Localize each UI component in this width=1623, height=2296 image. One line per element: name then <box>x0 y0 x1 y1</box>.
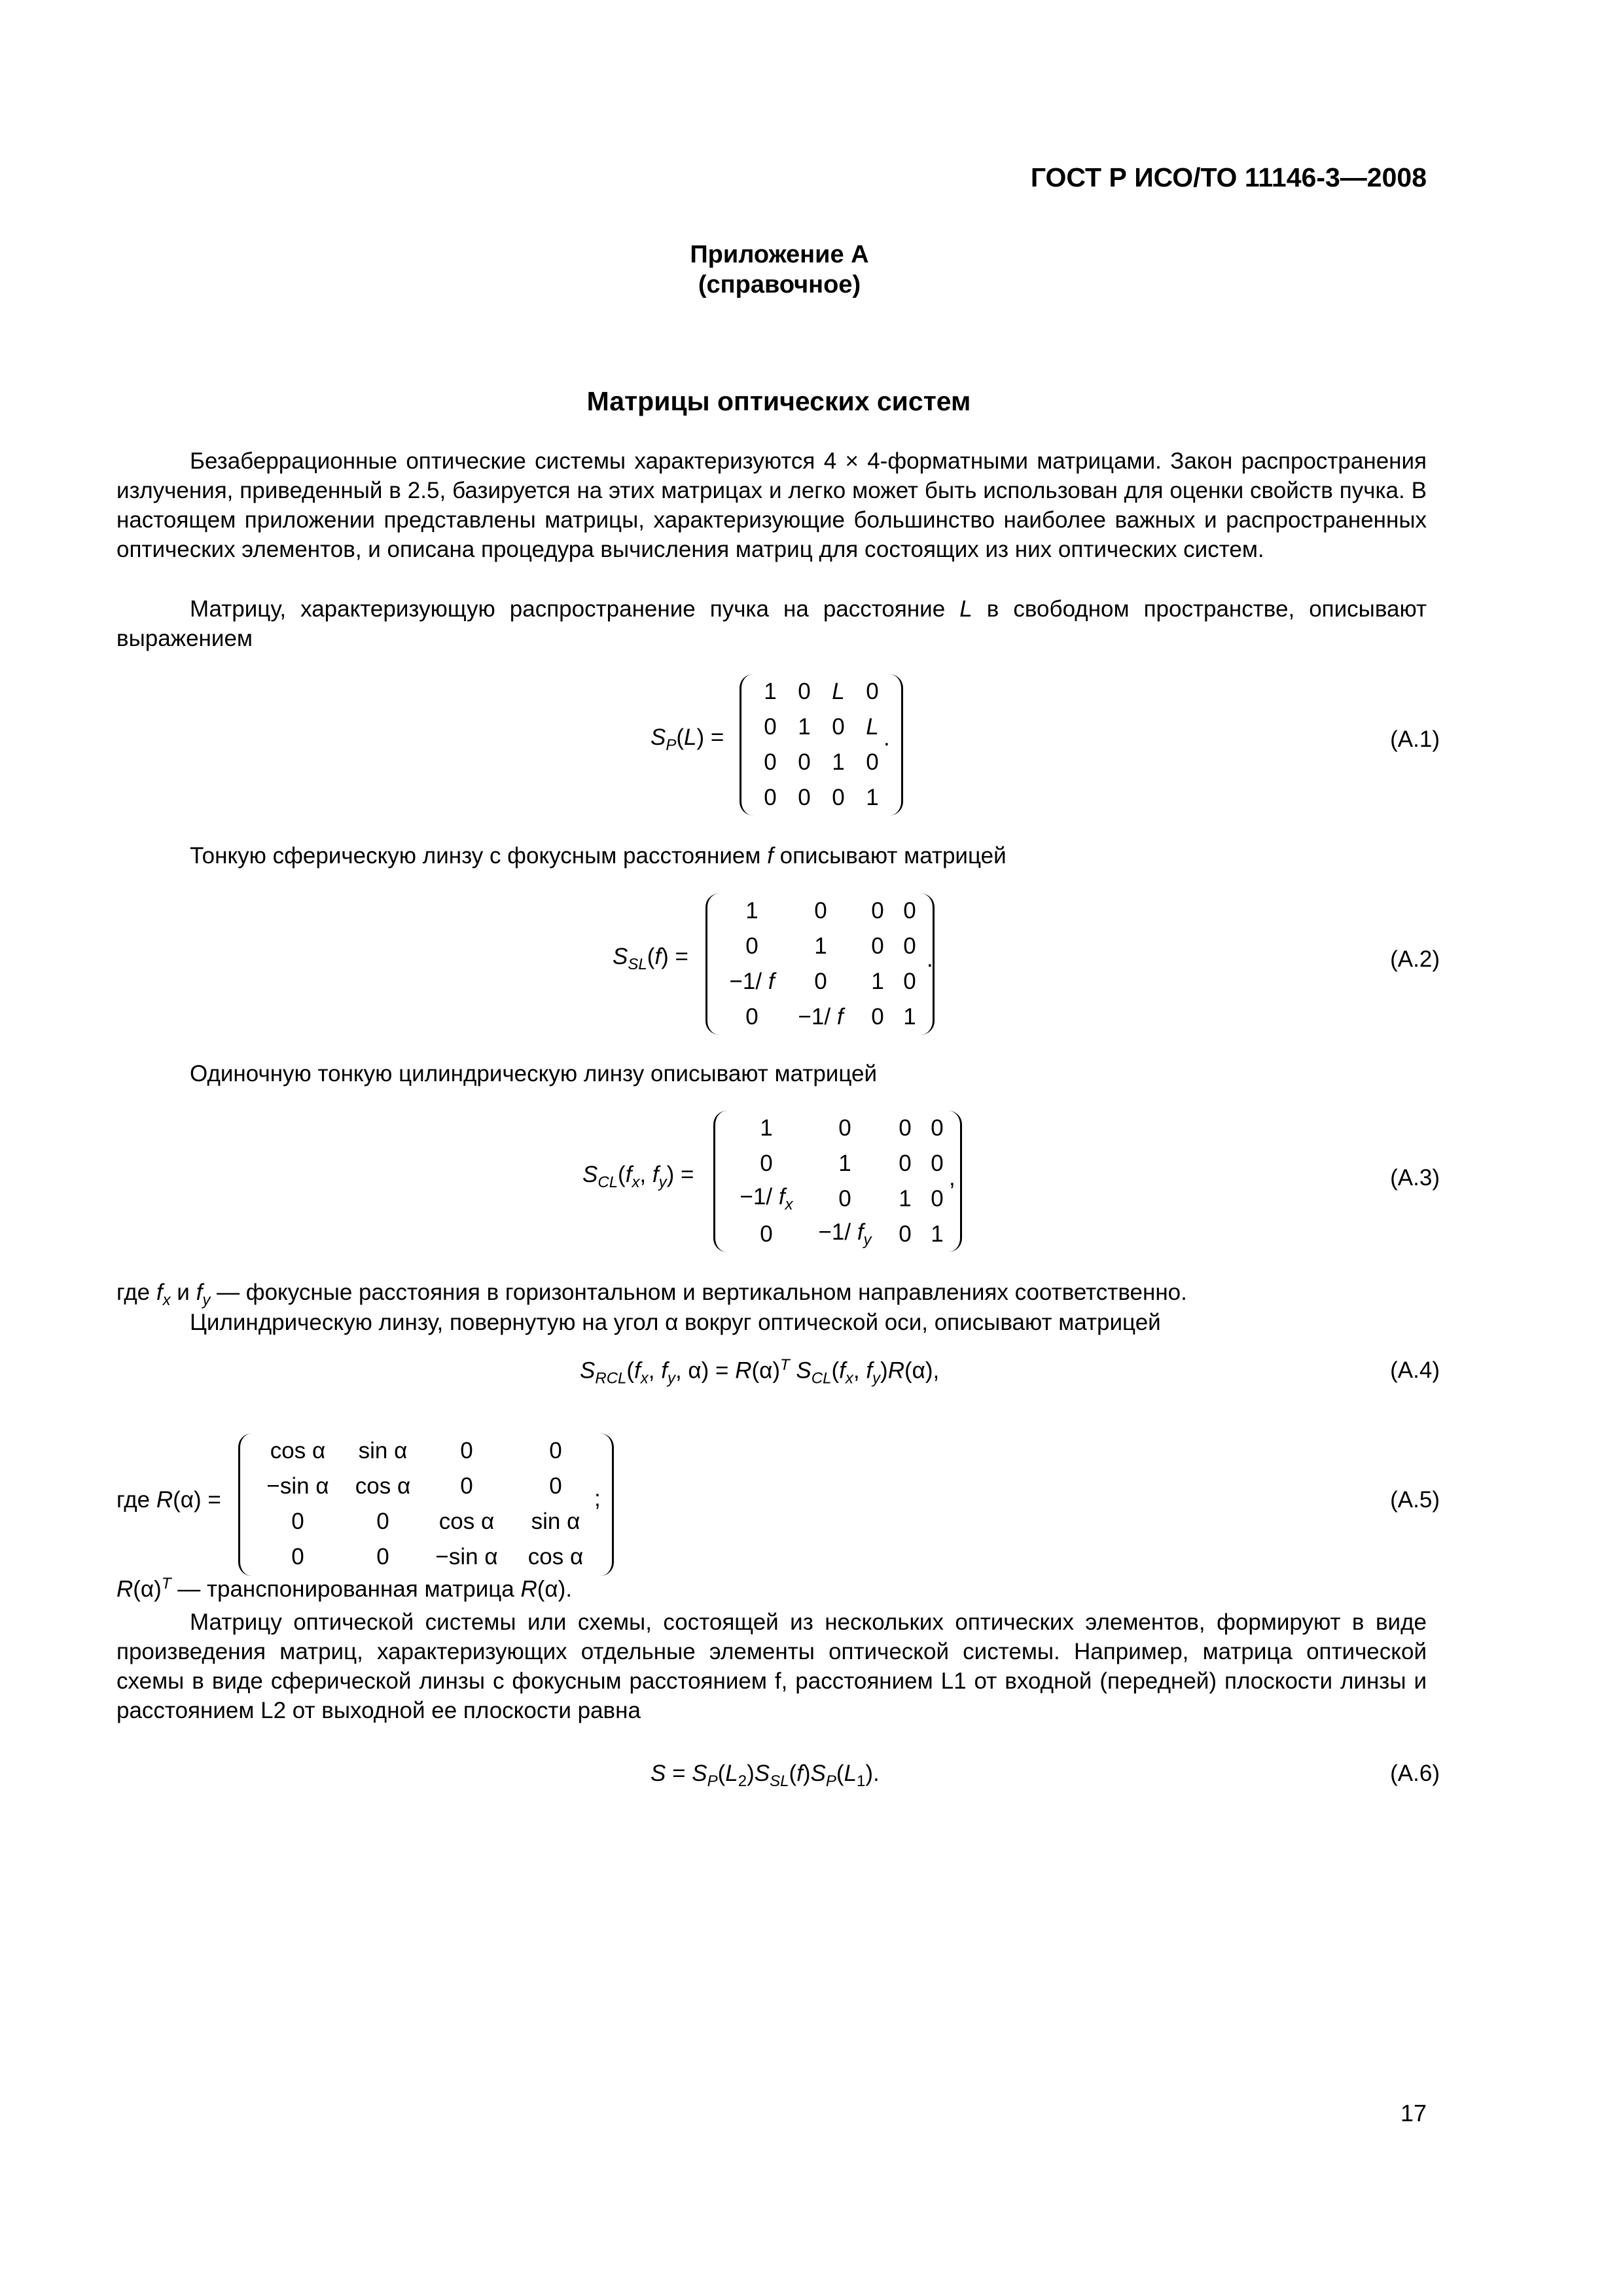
matrix-cell: 0 <box>291 1509 304 1534</box>
matrix-cell: 0 <box>798 749 811 775</box>
matrix-cell: 0 <box>899 1221 912 1247</box>
matrix-cell: 0 <box>760 1151 773 1176</box>
matrix-cell: cos α <box>355 1473 411 1499</box>
equation-a4: $S_{RCL}(f_x$, $f_y$, $\alpha) = R(\alpha)^T$ $S_{CL}(f_x$, $f_y)R(\alpha)$, <box>580 1356 940 1388</box>
matrix-cell: 0 <box>871 1004 884 1030</box>
variable-l: L <box>959 596 972 622</box>
matrix-cell: 0 <box>760 1221 773 1247</box>
paragraph-cylindrical-lens: Одиночную тонкую цилиндрическую линзу описывают матрицей <box>190 1061 877 1086</box>
matrix-cell: 0 <box>291 1544 304 1570</box>
paragraph-rotated-lens: Цилиндрическую линзу, повернутую на угол α вокруг оптической оси, описывают матрицей <box>190 1310 1161 1335</box>
matrix-cell: 0 <box>549 1438 562 1463</box>
matrix-cell: cos α <box>527 1544 584 1570</box>
matrix-a2 <box>705 893 935 1035</box>
matrix-cell: 0 <box>903 969 916 994</box>
matrix-cell: −1/ f <box>798 1004 844 1030</box>
paragraph-spherical-lens <box>116 841 1427 870</box>
equation-a3-comma: , <box>949 1165 955 1191</box>
equation-a5-lhs: где R(α) = <box>116 1487 221 1513</box>
equation-a1-number: (A.1) <box>1390 726 1440 752</box>
paragraph-text: где <box>116 1487 151 1513</box>
equation-a2-lhs: $S_{SL}(f)$ = <box>613 944 688 973</box>
matrix-cell: 0 <box>798 679 811 704</box>
page-number: 17 <box>1400 2100 1427 2126</box>
paragraph-text: — транспонированная матрица <box>177 1576 514 1602</box>
paragraph-text: где <box>116 1280 151 1305</box>
matrix-cell: 0 <box>376 1544 389 1570</box>
matrix-a3 <box>713 1111 962 1252</box>
paragraph-focal-definitions: где $f_x$ и $f_y$ — фокусные расстояния в горизонтальном и вертикальном направлениях соответственно. <box>116 1280 1187 1309</box>
matrix-cell: 0 <box>376 1509 389 1534</box>
paragraph-text: в свободном пространстве, описывают выражением <box>116 596 1427 651</box>
paragraph-text: Матрицу, характеризующую распространение пучка на расстояние <box>190 596 946 622</box>
matrix-cell: 0 <box>460 1438 473 1463</box>
paragraph-text: и <box>177 1280 190 1305</box>
matrix-cell: 0 <box>931 1186 944 1211</box>
matrix-cell: 1 <box>764 679 777 704</box>
matrix-cell: cos α <box>438 1509 495 1534</box>
matrix-cell: 0 <box>903 898 916 924</box>
paragraph-system-matrix: Матрицу оптической системы или схемы, состоящей из нескольких оптических элементов, формируют в виде произведения матриц, характеризующих отдельные элементы оптической системы. Например, матрица оптической схемы в виде сферической линзы с фокусным расстоянием f, расстоянием L1 от входной (передней) плоскости линзы и расстоянием L2 от выходной ее плоскости равна <box>116 1609 1427 1723</box>
equation-a5-semicolon: ; <box>594 1486 601 1511</box>
matrix-cell: cos α <box>270 1438 326 1463</box>
matrix-cell: sin α <box>531 1509 580 1534</box>
matrix-cell: 0 <box>814 969 827 994</box>
matrix-cell: 0 <box>838 1186 851 1211</box>
matrix-cell: 0 <box>903 933 916 959</box>
matrix-cell: 0 <box>931 1151 944 1176</box>
equation-a6-number: (A.6) <box>1390 1761 1440 1786</box>
matrix-a1 <box>740 674 903 816</box>
matrix-cell: 1 <box>838 1151 851 1176</box>
matrix-cell: 1 <box>798 714 811 740</box>
matrix-cell: 0 <box>899 1115 912 1141</box>
matrix-cell: 1 <box>832 749 845 775</box>
matrix-cell: 0 <box>871 898 884 924</box>
standard-header: ГОСТ Р ИСО/ТО 11146-3—2008 <box>1030 162 1427 192</box>
variable-f: f <box>767 843 774 869</box>
matrix-cell: 0 <box>838 1115 851 1141</box>
matrix-cell: 0 <box>764 749 777 775</box>
equation-a1-period: . <box>883 725 890 751</box>
matrix-cell: 0 <box>745 933 758 959</box>
equation-a3-lhs: $S_{CL}(f_x$, $f_y$) = <box>582 1162 694 1191</box>
equation-a3-number: (A.3) <box>1390 1165 1440 1191</box>
section-title: Матрицы оптических систем <box>586 386 971 416</box>
matrix-cell: 1 <box>745 898 758 924</box>
matrix-cell: 1 <box>903 1004 916 1030</box>
matrix-cell: −sin α <box>266 1473 329 1499</box>
matrix-cell: 0 <box>866 749 879 775</box>
matrix-cell: 0 <box>460 1473 473 1499</box>
equation-a6: $S = S_P(L_2)S_{SL}(f)S_P(L_1)$. <box>651 1761 880 1790</box>
matrix-cell: 1 <box>866 785 879 810</box>
matrix-cell: 1 <box>899 1186 912 1211</box>
matrix-cell: −1/ f <box>729 969 775 994</box>
matrix-cell: 0 <box>866 679 879 704</box>
matrix-cell: 0 <box>814 898 827 924</box>
appendix-name: Приложение А <box>690 241 869 268</box>
matrix-cell: sin α <box>358 1438 408 1463</box>
matrix-cell: −1/ $f_x$ <box>740 1184 793 1213</box>
equation-a4-number: (A.4) <box>1390 1357 1440 1383</box>
matrix-cell: 0 <box>764 714 777 740</box>
matrix-cell: 0 <box>931 1115 944 1141</box>
equation-a5-number: (A.5) <box>1390 1487 1440 1513</box>
paragraph-text: описывают матрицей <box>779 843 1007 869</box>
matrix-cell: 1 <box>760 1115 773 1141</box>
paragraph-text: — фокусные расстояния в горизонтальном и вертикальном направлениях соответственно. <box>217 1280 1187 1305</box>
matrix-cell: 0 <box>764 785 777 810</box>
equation-a1-lhs: $S_P(L)$ = <box>651 725 724 754</box>
appendix-kind: (справочное) <box>698 271 861 298</box>
matrix-cell: L <box>832 679 845 704</box>
matrix-cell: 0 <box>871 933 884 959</box>
matrix-cell: −sin α <box>435 1544 498 1570</box>
matrix-cell: 1 <box>814 933 827 959</box>
matrix-cell: L <box>866 714 879 740</box>
matrix-cell: 1 <box>871 969 884 994</box>
matrix-cell: 0 <box>549 1473 562 1499</box>
matrix-cell: 0 <box>832 785 845 810</box>
matrix-cell: 1 <box>931 1221 944 1247</box>
paragraph-intro: Безаберрационные оптические системы характеризуются 4 × 4-форматными матрицами. Закон распространения излучения, приведенный в 2.5, базируется на этих матрицах и легко может быть использован для оценки свойств пучка. В настоящем приложении представлены матрицы, характеризующие большинство наиболее важных и распространенных оптических элементов, и описана процедура вычисления матриц для состоящих из них оптических систем. <box>116 448 1427 562</box>
paragraph-text: Тонкую сферическую линзу с фокусным расстоянием <box>190 843 761 869</box>
transpose-definition: $R(\alpha)^T$ — транспонированная матрица R(α). <box>116 1575 573 1602</box>
equation-a2-period: . <box>927 946 933 972</box>
matrix-cell: 0 <box>899 1151 912 1176</box>
matrix-cell: 0 <box>832 714 845 740</box>
matrix-cell: 0 <box>745 1004 758 1030</box>
matrix-a5 <box>238 1433 614 1576</box>
paragraph-free-space <box>116 594 1427 653</box>
equation-a2-number: (A.2) <box>1390 946 1440 972</box>
matrix-cell: 0 <box>798 785 811 810</box>
matrix-cell: −1/ $f_y$ <box>818 1219 872 1249</box>
